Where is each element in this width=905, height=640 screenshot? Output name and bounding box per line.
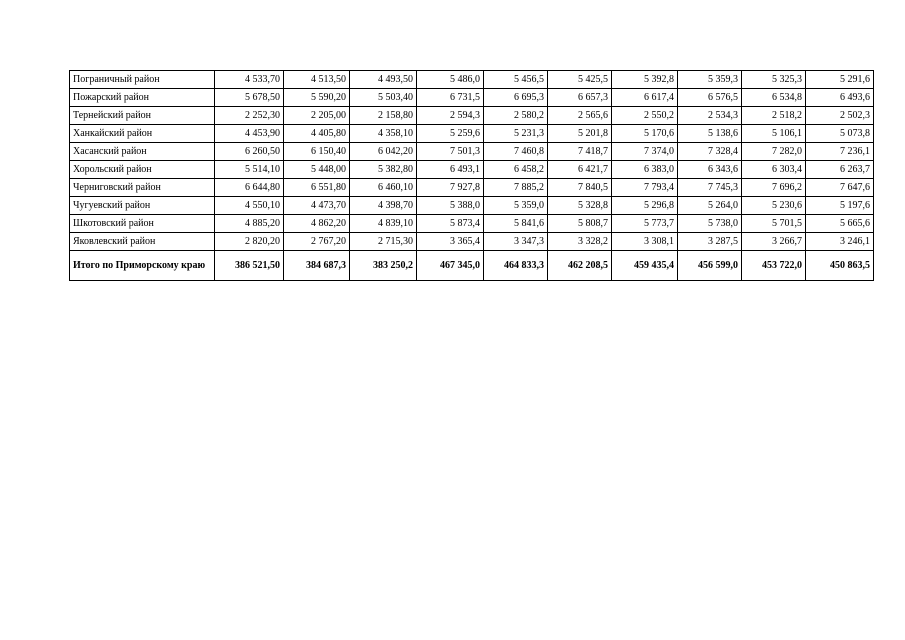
value-cell: 4 533,70 [215,71,284,89]
table-row [70,233,874,251]
table-row [70,107,874,125]
value-cell: 2 767,20 [284,233,350,251]
value-cell: 5 259,6 [417,125,484,143]
value-cell: 7 418,7 [548,143,612,161]
value-cell: 6 343,6 [678,161,742,179]
value-cell: 6 657,3 [548,89,612,107]
value-cell: 6 493,1 [417,161,484,179]
value-cell: 4 839,10 [350,215,417,233]
value-cell: 5 678,50 [215,89,284,107]
value-cell: 3 365,4 [417,233,484,251]
total-value-cell: 450 863,5 [806,251,874,281]
district-name-cell: Хасанский район [70,143,215,161]
value-cell: 5 359,0 [484,197,548,215]
value-cell: 6 460,10 [350,179,417,197]
value-cell: 2 534,3 [678,107,742,125]
value-cell: 6 644,80 [215,179,284,197]
value-cell: 4 885,20 [215,215,284,233]
total-value-cell: 386 521,50 [215,251,284,281]
district-name-cell: Яковлевский район [70,233,215,251]
district-name-cell: Шкотовский район [70,215,215,233]
value-cell: 3 246,1 [806,233,874,251]
total-value-cell: 462 208,5 [548,251,612,281]
value-cell: 5 392,8 [612,71,678,89]
value-cell: 3 287,5 [678,233,742,251]
value-cell: 5 873,4 [417,215,484,233]
value-cell: 6 383,0 [612,161,678,179]
total-value-cell: 467 345,0 [417,251,484,281]
value-cell: 7 328,4 [678,143,742,161]
value-cell: 7 647,6 [806,179,874,197]
value-cell: 5 514,10 [215,161,284,179]
value-cell: 7 501,3 [417,143,484,161]
value-cell: 4 358,10 [350,125,417,143]
total-label-cell: Итого по Приморскому краю [70,251,215,281]
value-cell: 5 665,6 [806,215,874,233]
value-cell: 4 473,70 [284,197,350,215]
table-row [70,215,874,233]
value-cell: 7 374,0 [612,143,678,161]
total-value-cell: 453 722,0 [742,251,806,281]
value-cell: 6 458,2 [484,161,548,179]
value-cell: 7 460,8 [484,143,548,161]
value-cell: 7 282,0 [742,143,806,161]
value-cell: 4 398,70 [350,197,417,215]
table-row [70,125,874,143]
value-cell: 6 576,5 [678,89,742,107]
value-cell: 5 486,0 [417,71,484,89]
value-cell: 2 594,3 [417,107,484,125]
value-cell: 5 590,20 [284,89,350,107]
district-name-cell: Пограничный район [70,71,215,89]
value-cell: 4 550,10 [215,197,284,215]
value-cell: 6 263,7 [806,161,874,179]
value-cell: 5 388,0 [417,197,484,215]
value-cell: 5 425,5 [548,71,612,89]
value-cell: 5 841,6 [484,215,548,233]
value-cell: 6 695,3 [484,89,548,107]
value-cell: 2 550,2 [612,107,678,125]
value-cell: 3 347,3 [484,233,548,251]
value-cell: 4 405,80 [284,125,350,143]
population-table [69,70,874,281]
value-cell: 7 745,3 [678,179,742,197]
value-cell: 2 518,2 [742,107,806,125]
value-cell: 2 205,00 [284,107,350,125]
value-cell: 5 264,0 [678,197,742,215]
value-cell: 7 927,8 [417,179,484,197]
value-cell: 5 448,00 [284,161,350,179]
value-cell: 7 696,2 [742,179,806,197]
total-value-cell: 459 435,4 [612,251,678,281]
value-cell: 5 296,8 [612,197,678,215]
value-cell: 5 197,6 [806,197,874,215]
district-name-cell: Чугуевский район [70,197,215,215]
district-name-cell: Тернейский район [70,107,215,125]
value-cell: 2 715,30 [350,233,417,251]
value-cell: 2 580,2 [484,107,548,125]
total-value-cell: 456 599,0 [678,251,742,281]
table-row [70,143,874,161]
value-cell: 5 701,5 [742,215,806,233]
value-cell: 2 252,30 [215,107,284,125]
value-cell: 4 493,50 [350,71,417,89]
value-cell: 6 551,80 [284,179,350,197]
value-cell: 4 513,50 [284,71,350,89]
value-cell: 3 266,7 [742,233,806,251]
value-cell: 7 840,5 [548,179,612,197]
table-row [70,161,874,179]
value-cell: 5 382,80 [350,161,417,179]
value-cell: 3 328,2 [548,233,612,251]
value-cell: 5 328,8 [548,197,612,215]
value-cell: 5 138,6 [678,125,742,143]
value-cell: 5 359,3 [678,71,742,89]
table-body [70,71,874,281]
district-name-cell: Черниговский район [70,179,215,197]
value-cell: 5 170,6 [612,125,678,143]
value-cell: 5 106,1 [742,125,806,143]
value-cell: 5 073,8 [806,125,874,143]
table-row [70,89,874,107]
district-name-cell: Пожарский район [70,89,215,107]
value-cell: 6 421,7 [548,161,612,179]
value-cell: 5 503,40 [350,89,417,107]
value-cell: 6 617,4 [612,89,678,107]
value-cell: 5 808,7 [548,215,612,233]
value-cell: 6 260,50 [215,143,284,161]
value-cell: 5 230,6 [742,197,806,215]
value-cell: 7 793,4 [612,179,678,197]
value-cell: 7 236,1 [806,143,874,161]
value-cell: 5 201,8 [548,125,612,143]
value-cell: 4 453,90 [215,125,284,143]
value-cell: 6 150,40 [284,143,350,161]
value-cell: 5 738,0 [678,215,742,233]
value-cell: 3 308,1 [612,233,678,251]
value-cell: 6 731,5 [417,89,484,107]
value-cell: 2 820,20 [215,233,284,251]
total-value-cell: 384 687,3 [284,251,350,281]
value-cell: 6 493,6 [806,89,874,107]
value-cell: 6 534,8 [742,89,806,107]
table-row [70,197,874,215]
district-name-cell: Хорольский район [70,161,215,179]
table-row [70,71,874,89]
value-cell: 2 158,80 [350,107,417,125]
value-cell: 5 231,3 [484,125,548,143]
value-cell: 6 042,20 [350,143,417,161]
total-value-cell: 464 833,3 [484,251,548,281]
total-value-cell: 383 250,2 [350,251,417,281]
value-cell: 5 291,6 [806,71,874,89]
district-name-cell: Ханкайский район [70,125,215,143]
value-cell: 5 325,3 [742,71,806,89]
value-cell: 4 862,20 [284,215,350,233]
value-cell: 6 303,4 [742,161,806,179]
value-cell: 5 456,5 [484,71,548,89]
table-row [70,179,874,197]
value-cell: 5 773,7 [612,215,678,233]
total-row [70,251,874,281]
value-cell: 2 565,6 [548,107,612,125]
value-cell: 7 885,2 [484,179,548,197]
value-cell: 2 502,3 [806,107,874,125]
